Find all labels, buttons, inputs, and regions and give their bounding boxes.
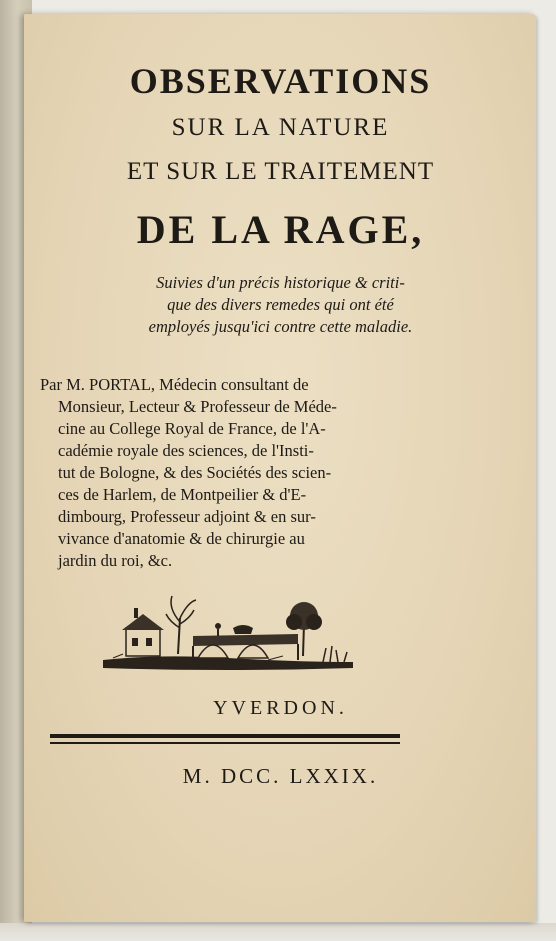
title-line-4: DE LA RAGE, xyxy=(136,207,425,252)
author-line: dimbourg, Professeur adjoint & en sur- xyxy=(58,507,316,526)
author-line: vivance d'anatomie & de chirurgie au xyxy=(58,529,305,548)
title-line-1: OBSERVATIONS xyxy=(129,61,432,101)
author-line: cine au College Royal de France, de l'A- xyxy=(58,419,326,438)
subtitle-line: que des divers remedes qui ont été xyxy=(167,295,394,314)
author-statement xyxy=(40,374,520,572)
subtitle-line: Suivies d'un précis historique & criti- xyxy=(156,273,405,292)
imprint-place: YVERDON. xyxy=(213,697,348,719)
subtitle-line: employés jusqu'ici contre cette maladie. xyxy=(148,317,413,336)
imprint-date: M. DCC. LXXIX. xyxy=(182,764,379,788)
title-line-2: SUR LA NATURE xyxy=(171,114,390,141)
author-line: Monsieur, Lecteur & Professeur de Méde- xyxy=(58,397,337,416)
author-line: jardin du roi, &c. xyxy=(58,551,173,570)
author-line: ces de Harlem, de Montpeilier & d'E- xyxy=(58,485,307,504)
author-line: cadémie royale des sciences, de l'Insti- xyxy=(58,441,314,460)
title-page xyxy=(24,14,536,922)
table-surface xyxy=(0,923,556,941)
subtitle xyxy=(38,272,523,338)
landscape-bridge-woodcut-icon xyxy=(98,588,358,678)
author-line: tut de Bologne, & des Sociétés des scien- xyxy=(58,463,332,482)
author-line: Par M. PORTAL, Médecin consultant de xyxy=(40,375,309,394)
double-rule xyxy=(50,734,400,744)
title-line-3: ET SUR LE TRAITEMENT xyxy=(126,158,435,185)
